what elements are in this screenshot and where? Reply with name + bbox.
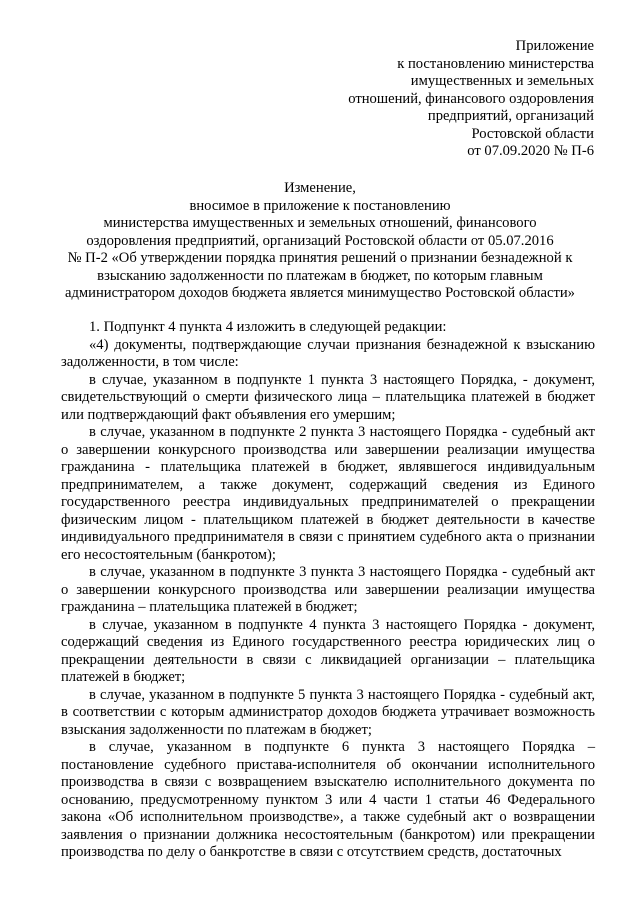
heading-line: вносимое в приложение к постановлению [189, 197, 451, 214]
appendix-line: Ростовской области [471, 125, 594, 142]
heading-line: администратором доходов бюджета является минимущество Ростовской области» [65, 285, 575, 301]
appendix-line: к постановлению министерства [397, 55, 594, 72]
body-paragraph: в случае, указанном в подпункте 3 пункта 3 настоящего Порядка - судебный акт о завершении конкурсного производства или завершении реализации имущества гражданина – плательщика платежей в бюджет; [61, 564, 595, 615]
appendix-block [348, 38, 594, 161]
heading-line: министерства имущественных и земельных отношений, финансового [103, 215, 537, 231]
appendix-date-line: от 07.09.2020 № П-6 [467, 143, 594, 159]
appendix-line: предприятий, организаций [427, 108, 594, 124]
heading-line: взысканию задолженности по платежам в бюджет, по которым главным [97, 267, 543, 284]
heading-line: оздоровления предприятий, организаций Ростовской области от 05.07.2016 [86, 232, 554, 249]
document-heading [30, 180, 610, 303]
appendix-line: отношений, финансового оздоровления [348, 90, 594, 107]
heading-title: Изменение, [284, 180, 356, 196]
body-paragraph: в случае, указанном в подпункте 4 пункта 3 настоящего Порядка - документ, содержащий сведения из Единого государственного реестра юридических лиц о прекращении деятельности в связи с ликвидацией организации – плательщика платежей в бюджет; [61, 616, 595, 685]
body-paragraph: в случае, указанном в подпункте 1 пункта 3 настоящего Порядка, - документ, свидетельствующий о смерти физического лица – плательщика платежей в бюджет или подтверждающий факт объявления его умершим; [61, 371, 595, 423]
appendix-line: имущественных и земельных [410, 73, 594, 89]
appendix-line: Приложение [515, 38, 594, 54]
body-paragraph: «4) документы, подтверждающие случаи признания безнадежной к взысканию задолженности, в том числе: [61, 336, 595, 370]
document-body [61, 319, 595, 862]
body-paragraph: 1. Подпункт 4 пункта 4 изложить в следующей редакции: [89, 319, 447, 335]
body-paragraph: в случае, указанном в подпункте 2 пункта 3 настоящего Порядка - судебный акт о завершении конкурсного производства или завершении реализации имущества гражданина - плательщика платежей в бюджет, являвшегося индивидуальным предпринимателем, а также документ, содержащий сведения из Единого государственного реестра индивидуальных предпринимателей о прекращении физическим лицом - плательщиком платежей в бюджет деятельности в качестве индивидуального предпринимателя в связи с принятием судебного акта о признании его несостоятельным (банкротом); [61, 424, 595, 563]
body-paragraph: в случае, указанном в подпункте 6 пункта 3 настоящего Порядка – постановление судебного пристава-исполнителя об окончании исполнительного производства в связи с возвращением взыскателю исполнительного документа по основанию, предусмотренному пунктом 3 или 4 части 1 статьи 46 Федерального закона «Об исполнительном производстве», а также судебный акт о возвращении заявления о признании должника несостоятельным (банкротом) или прекращении производства по делу о банкротстве в связи с отсутствием средств, достаточных [61, 739, 595, 860]
heading-line: № П-2 «Об утверждении порядка принятия решений о признании безнадежной к [67, 250, 573, 266]
body-paragraph: в случае, указанном в подпункте 5 пункта 3 настоящего Порядка - судебный акт, в соответствии с которым администратор доходов бюджета утрачивает возможность взыскания задолженности по платежам в бюджет; [61, 686, 595, 738]
